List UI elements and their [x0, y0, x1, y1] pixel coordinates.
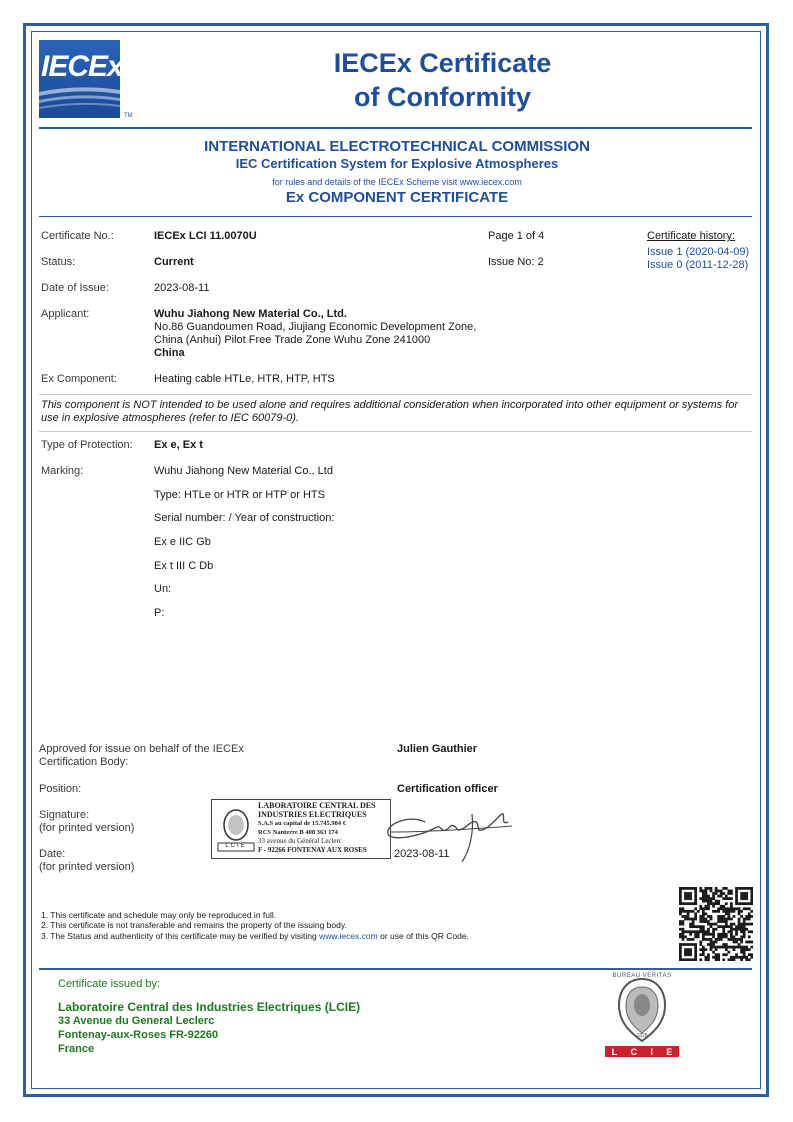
- lcie-bar: [605, 1046, 679, 1057]
- position-label: Position:: [39, 783, 82, 795]
- note-3-tail: or use of this QR Code.: [380, 931, 469, 941]
- marking-line-6: Un:: [154, 583, 172, 595]
- stamp-line-4: RCS Nanterre B 408 363 174: [258, 829, 338, 836]
- company-stamp: [211, 799, 391, 859]
- signature-sub: (for printed version): [39, 822, 135, 834]
- marking-line-7: P:: [154, 607, 165, 619]
- protection-label: Type of Protection:: [41, 439, 133, 451]
- stamp-line-2: INDUSTRIES ELECTRIQUES: [258, 810, 367, 819]
- bv-text: BUREAU VERITAS: [612, 973, 672, 979]
- issuer-address-1: 33 Avenue du General Leclerc: [58, 1015, 215, 1027]
- divider-commission: [39, 216, 752, 217]
- status-label: Status:: [41, 256, 76, 268]
- usage-notice: This component is NOT intended to be used alone and requires additional consideration when incorporated into other equipment or systems for use in explosive atmospheres (refer to IEC 60079-0).: [41, 399, 739, 424]
- stamp-logo-text: LCIE: [225, 843, 247, 849]
- stamp-text: [258, 801, 376, 855]
- applicant-label: Applicant:: [41, 308, 90, 320]
- stamp-lcie-logo: [216, 806, 256, 852]
- applicant-address-2: China (Anhui) Pilot Free Trade Zone Wuhu Zone 241000: [154, 334, 431, 346]
- commission-system: IEC Certification System for Explosive Atmospheres: [235, 156, 559, 171]
- logo-text: IECEx: [41, 50, 123, 83]
- applicant-address-1: No.86 Guandoumen Road, Jiujiang Economic Development Zone,: [154, 321, 477, 333]
- issuer-label: Certificate issued by:: [58, 978, 161, 990]
- protection-value: Ex e, Ex t: [154, 439, 203, 451]
- component-value: Heating cable HTLe, HTR, HTP, HTS: [154, 373, 335, 385]
- lcie-letter-l: L: [611, 1046, 618, 1057]
- applicant-country: China: [154, 347, 185, 359]
- marking-label: Marking:: [41, 465, 84, 477]
- note-1: 1. This certificate and schedule may only be reproduced in full.: [41, 910, 277, 920]
- note-3-link[interactable]: www.iecex.com: [319, 931, 378, 941]
- commission-name: INTERNATIONAL ELECTROTECHNICAL COMMISSION: [204, 138, 590, 155]
- divider-issuer: [39, 968, 752, 970]
- page-title-line2: of Conformity: [354, 82, 531, 112]
- qr-code-graphic: [679, 887, 753, 961]
- history-issue-0[interactable]: Issue 0 (2011-12-28): [647, 259, 749, 271]
- lcie-letter-i: I: [650, 1046, 653, 1057]
- sign-date-label: Date:: [39, 848, 66, 860]
- signature-label: Signature:: [39, 809, 90, 821]
- qr-code[interactable]: [679, 887, 753, 961]
- rules-text: for rules and details of the IECEx Scheme visit: [272, 177, 458, 187]
- page-number: Page 1 of 4: [488, 230, 545, 242]
- lcie-letter-e: E: [666, 1046, 673, 1057]
- issuer-name: Laboratoire Central des Industries Electriques (LCIE): [58, 1000, 361, 1014]
- signed-date: 2023-08-11: [394, 848, 450, 860]
- position-value: Certification officer: [397, 783, 498, 795]
- history-label: Certificate history:: [647, 230, 736, 242]
- history-issue-1[interactable]: Issue 1 (2020-04-09): [647, 246, 750, 258]
- cert-no-label: Certificate No.:: [41, 230, 114, 242]
- certificate-type: Ex COMPONENT CERTIFICATE: [285, 189, 509, 206]
- marking-line-3: Serial number: / Year of construction:: [154, 512, 335, 524]
- lcie-letter-c: C: [630, 1046, 638, 1057]
- approver-name: Julien Gauthier: [397, 743, 478, 755]
- note-3: [41, 931, 469, 941]
- marking-line-5: Ex t III C Db: [154, 560, 214, 572]
- divider-notice: [39, 431, 752, 432]
- bureau-veritas-logo: [605, 975, 679, 1059]
- marking-line-1: Wuhu Jiahong New Material Co., Ltd: [154, 465, 333, 477]
- approved-label-1: Approved for issue on behalf of the IECEx: [39, 743, 244, 755]
- stamp-line-1: LABORATOIRE CENTRAL DES: [258, 801, 376, 810]
- divider-component: [39, 394, 752, 395]
- approved-label-2: Certification Body:: [39, 756, 129, 768]
- stamp-line-3: S.A.S au capital de 15.745.984 €: [258, 820, 346, 827]
- status-value: Current: [154, 256, 194, 268]
- page-title-line1: IECEx Certificate: [333, 48, 552, 78]
- applicant-name: Wuhu Jiahong New Material Co., Ltd.: [154, 308, 347, 320]
- issuer-address-2: Fontenay-aux-Roses FR-92260: [58, 1029, 219, 1041]
- bv-year: 1828: [636, 1033, 648, 1039]
- marking-line-2: Type: HTLe or HTR or HTP or HTS: [154, 489, 325, 501]
- rules-line: [39, 177, 755, 187]
- divider-header: [39, 127, 752, 129]
- logo-tm: TM: [124, 113, 133, 119]
- component-label: Ex Component:: [41, 373, 117, 385]
- cert-no-value: IECEx LCI 11.0070U: [154, 230, 257, 242]
- stamp-line-5: 33 avenue du Général Leclerc: [258, 837, 342, 845]
- sign-date-sub: (for printed version): [39, 861, 135, 873]
- note-3-text: 3. The Status and authenticity of this certificate may be verified by visiting: [41, 931, 317, 941]
- issue-number: Issue No: 2: [488, 256, 544, 268]
- issuer-country: France: [58, 1043, 95, 1055]
- note-2: 2. This certificate is not transferable and remains the property of the issuing body.: [41, 920, 347, 930]
- rules-link[interactable]: www.iecex.com: [459, 177, 522, 187]
- date-value: 2023-08-11: [154, 282, 210, 294]
- iecex-logo: [39, 40, 123, 118]
- date-label: Date of Issue:: [41, 282, 109, 294]
- stamp-line-6: F - 92266 FONTENAY AUX ROSES: [258, 846, 367, 854]
- marking-line-4: Ex e IIC Gb: [154, 536, 211, 548]
